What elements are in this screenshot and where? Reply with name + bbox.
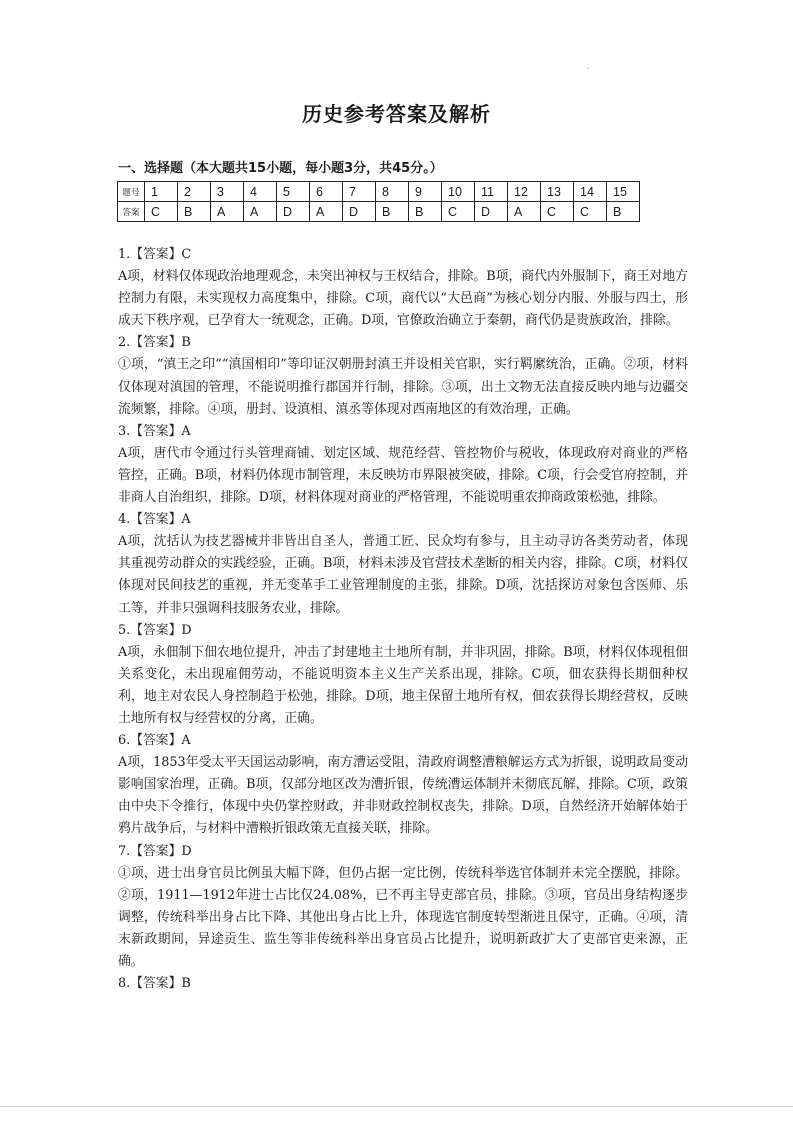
answer-cell: C bbox=[442, 202, 475, 222]
answer-cell: B bbox=[607, 202, 640, 222]
answer-explanations bbox=[118, 244, 688, 995]
answer-cell: D bbox=[343, 202, 376, 222]
question-number-cell: 7 bbox=[343, 182, 376, 202]
answer-item-explanation: A项，沈括认为技艺器械并非皆出自圣人，普通工匠、民众均有参与，且主动寻访各类劳动者，体现其重视劳动群众的实践经验，正确。B项，材料未涉及官营技术垄断的相关内容，排除。C项，材料仅体现对民间技艺的重视，并无变革手工业管理制度的主张，排除。D项，沈括探访对象包含医师、乐工等，并非只强调科技服务农业，排除。 bbox=[118, 534, 688, 616]
answer-item-heading: 5.【答案】D bbox=[118, 622, 192, 638]
answer-item-explanation: ①项，进士出身官员比例虽大幅下降，但仍占据一定比例，传统科举选官体制并未完全摆脱，排除。②项，1911—1912年进士占比仅24.08%，已不再主导吏部官员，排除。③项，官员出身结构逐步调整，传统科举出身占比下降、其他出身占比上升，体现选官制度转型渐进且保守，正确。④项，清末新政期间，异途贡生、监生等非传统科举出身官员占比提升，说明新政扩大了吏部官吏来源，正确。 bbox=[118, 865, 688, 969]
answer-item-heading: 1.【答案】C bbox=[118, 247, 192, 262]
question-number-cell: 13 bbox=[541, 182, 574, 202]
answer-item-heading: 6.【答案】A bbox=[118, 733, 191, 749]
section-heading: 一、选择题（本大题共15小题，每小题3分，共45分。） bbox=[118, 161, 443, 176]
answer-cell: C bbox=[145, 202, 178, 222]
row-label-number: 题号 bbox=[118, 182, 145, 202]
answer-cell: A bbox=[508, 202, 541, 222]
answer-cell: B bbox=[409, 202, 442, 222]
row-label-answer: 答案 bbox=[118, 202, 145, 222]
question-number-cell: 10 bbox=[442, 182, 475, 202]
answer-item-explanation: A项，唐代市令通过行头管理商铺、划定区域、规范经营、管控物价与税收，体现政府对商业的严格管控，正确。B项，材料仍体现市制管理，未反映坊市界限被突破，排除。C项，行会受官府控制，并非商人自治组织，排除。D项，材料体现对商业的严格管理，不能说明重农抑商政策松弛，排除。 bbox=[118, 445, 688, 506]
question-number-cell: 8 bbox=[376, 182, 409, 202]
question-number-cell: 1 bbox=[145, 182, 178, 202]
page-bottom-rule bbox=[0, 1106, 793, 1107]
question-number-cell: 5 bbox=[277, 182, 310, 202]
question-number-cell: 15 bbox=[607, 182, 640, 202]
question-number-cell: 14 bbox=[574, 182, 607, 202]
question-number-cell: 2 bbox=[178, 182, 211, 202]
answer-cell: A bbox=[211, 202, 244, 222]
question-number-cell: 12 bbox=[508, 182, 541, 202]
answer-cell: A bbox=[310, 202, 343, 222]
answer-cell: B bbox=[376, 202, 409, 222]
answer-item-heading: 2.【答案】B bbox=[118, 335, 191, 351]
answer-item-explanation: ①项，“滇王之印”“滇国相印”等印证汉朝册封滇王并设相关官职，实行羁縻统治，正确。②项，材料仅体现对滇国的管理，不能说明推行郡国并行制，排除。③项，出土文物无法直接反映内地与边疆交流频繁，排除。④项，册封、设滇相、滇丞等体现对西南地区的有效治理，正确。 bbox=[118, 357, 688, 417]
answer-item-explanation: A项，1853年受太平天国运动影响，南方漕运受阻，清政府调整漕粮解运方式为折银，说明政局变动影响国家治理，正确。B项，仅部分地区改为漕折银，传统漕运体制并未彻底瓦解，排除。C项，政策由中央下令推行，体现中央仍掌控财政，并非财政控制权丧失，排除。D项，自然经济开始解体始于鸦片战争后，与材料中漕粮折银政策无直接关联，排除。 bbox=[118, 755, 688, 837]
answer-table bbox=[117, 181, 640, 222]
answer-cell: C bbox=[541, 202, 574, 222]
answer-cell: D bbox=[475, 202, 508, 222]
answer-item-heading: 4.【答案】A bbox=[118, 512, 191, 528]
answer-item-heading: 8.【答案】B bbox=[118, 976, 191, 992]
question-number-cell: 3 bbox=[211, 182, 244, 202]
answer-cell: D bbox=[277, 202, 310, 222]
question-number-cell: 11 bbox=[475, 182, 508, 202]
answer-cell: A bbox=[244, 202, 277, 222]
question-number-cell: 6 bbox=[310, 182, 343, 202]
answer-cell: B bbox=[178, 202, 211, 222]
answer-row bbox=[118, 202, 640, 222]
question-number-cell: 9 bbox=[409, 182, 442, 202]
question-number-cell: 4 bbox=[244, 182, 277, 202]
answer-item-explanation: A项，永佃制下佃农地位提升，冲击了封建地主土地所有制，并非巩固，排除。B项，材料仅体现租佃关系变化，未出现雇佣劳动，不能说明资本主义生产关系出现，排除。C项，佃农获得长期佃种权利，地主对农民人身控制趋于松弛，排除。D项，地主保留土地所有权，佃农获得长期经营权，反映土地所有权与经营权的分离，正确。 bbox=[118, 644, 688, 726]
answer-item-explanation: A项，材料仅体现政治地理观念，未突出神权与王权结合，排除。B项，商代内外服制下，商王对地方控制力有限，未实现权力高度集中，排除。C项，商代以“大邑商”为核心划分内服、外服与四土，形成天下秩序观，已孕育大一统观念，正确。D项，官僚政治确立于秦朝，商代仍是贵族政治，排除。 bbox=[118, 269, 688, 329]
page-title: 历史参考答案及解析 bbox=[302, 102, 491, 126]
answer-item-heading: 7.【答案】D bbox=[118, 843, 192, 859]
question-number-row bbox=[118, 182, 640, 202]
answer-item-heading: 3.【答案】A bbox=[118, 423, 191, 439]
answer-cell: C bbox=[574, 202, 607, 222]
scan-speck: . bbox=[587, 62, 590, 71]
